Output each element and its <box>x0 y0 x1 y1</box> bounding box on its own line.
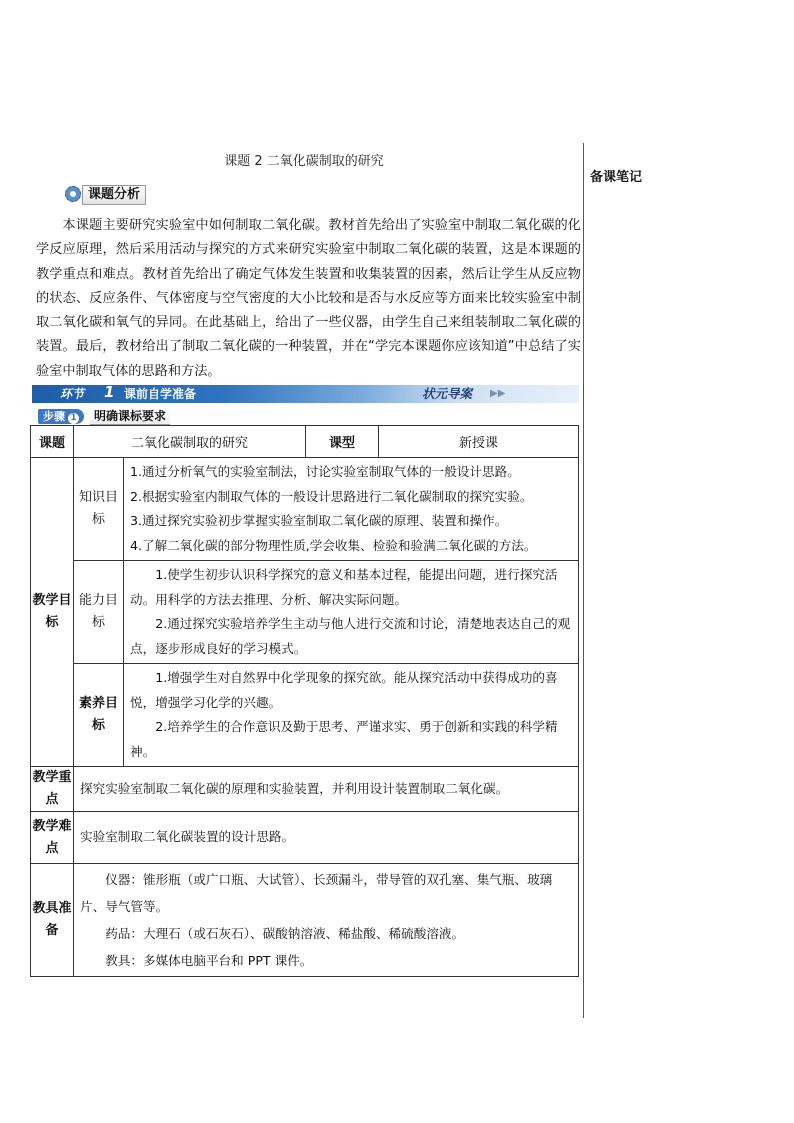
knowledge-item: 3.通过探究实验初步掌握实验室制取二氧化碳的原理、装置和操作。 <box>130 513 508 528</box>
ability-label: 能力目标 <box>74 561 124 664</box>
step-text: 明确课标要求 <box>90 407 170 425</box>
banner-middle: 课前自学准备 <box>124 387 197 401</box>
banner-left: 环节 <box>60 387 85 401</box>
section-label: 课题分析 <box>82 185 146 205</box>
difficulty-value: 实验室制取二氧化碳装置的设计思路。 <box>80 829 295 845</box>
key-point-label: 教学重点 <box>31 767 74 812</box>
step-header <box>38 408 170 424</box>
sidebar-label: 备课笔记 <box>590 170 643 185</box>
literacy-label: 素养目标 <box>74 664 124 767</box>
key-point-value: 探究实验室制取二氧化碳的原理和实验装置，并利用设计装置制取二氧化碳。 <box>80 780 509 796</box>
cell-topic-label: 课题 <box>31 426 74 458</box>
cell-type-value: 新授课 <box>379 426 579 458</box>
knowledge-item: 2.根据实验室内制取气体的一般设计思路进行二氧化碳制取的探究实验。 <box>130 488 533 504</box>
section-badge <box>64 184 156 206</box>
lesson-table <box>30 425 579 977</box>
section-banner <box>32 385 579 403</box>
tools-item: 教具：多媒体电脑平台和 PPT 课件。 <box>105 953 313 968</box>
goals-label: 教学目标 <box>31 458 74 767</box>
banner-number: 1 <box>104 383 115 401</box>
knowledge-item: 4.了解二氧化碳的部分物理性质,学会收集、检验和验满二氧化碳的方法。 <box>130 537 537 553</box>
knowledge-item: 1.通过分析氧气的实验室制法，讨论实验室制取气体的一般设计思路。 <box>130 464 520 479</box>
tools-cell <box>74 864 579 977</box>
banner-right: 状元导案 <box>422 386 473 401</box>
double-arrow-icon: ▶▶ <box>490 388 506 399</box>
literacy-item: 1.增强学生对自然界中化学现象的探究欲。能从探究活动中获得成功的喜悦，增强学习化学的兴趣。 <box>130 670 558 710</box>
tools-label: 教具准备 <box>31 864 74 977</box>
literacy-cell <box>124 664 579 767</box>
tools-item: 药品：大理石（或石灰石）、碳酸钠溶液、稀盐酸、稀硫酸溶液。 <box>105 926 465 941</box>
tools-item: 仪器：锥形瓶（或广口瓶、大试管）、长颈漏斗，带导管的双孔塞、集气瓶、玻璃片、导气管等。 <box>80 872 553 914</box>
cell-topic-value: 二氧化碳制取的研究 <box>74 426 306 458</box>
page-title: 课题 2 二氧化碳制取的研究 <box>224 154 384 169</box>
step-label: 步骤 <box>43 409 65 423</box>
knowledge-label: 知识目标 <box>74 458 124 561</box>
gear-icon <box>64 185 84 205</box>
sidebar-divider <box>583 143 584 1018</box>
ability-cell <box>124 561 579 664</box>
ability-item: 1.使学生初步认识科学探究的意义和基本过程，能提出问题，进行探究活动。用科学的方法去推理、分析、解决实际问题。 <box>130 567 558 607</box>
step-pill <box>38 409 84 424</box>
difficulty-label: 教学难点 <box>31 812 74 864</box>
intro-paragraph: 本课题主要研究实验室中如何制取二氧化碳。教材首先给出了实验室中制取二氧化碳的化学反应原理，然后采用活动与探究的方式来研究实验室中制取二氧化碳的装置，这是本课题的教学重点和难点。教材首先给出了确定气体发生装置和收集装置的因素，然后让学生从反应物的状态、反应条件、气体密度与空气密度的大小比较和是否与水反应等方面来比较实验室中制取二氧化碳和氧气的异同。在此基础上，给出了一些仪器，由学生自己来组装制取二氧化碳的装置。最后，教材给出了制取二氧化碳的一种装置，并在“学完本课题你应该知道”中总结了实验室中制取气体的思路和方法。 <box>36 218 581 379</box>
cell-type-label: 课型 <box>306 426 379 458</box>
ability-item: 2.通过探究实验培养学生主动与他人进行交流和讨论，清楚地表达自己的观点，逐步形成良好的学习模式。 <box>130 616 571 656</box>
step-number: 1 <box>68 413 79 424</box>
difficulty-text <box>74 812 579 864</box>
literacy-item: 2.培养学生的合作意识及勤于思考、严谨求实、勇于创新和实践的科学精神。 <box>130 719 558 759</box>
knowledge-cell <box>124 458 579 561</box>
key-point-text <box>74 767 579 812</box>
